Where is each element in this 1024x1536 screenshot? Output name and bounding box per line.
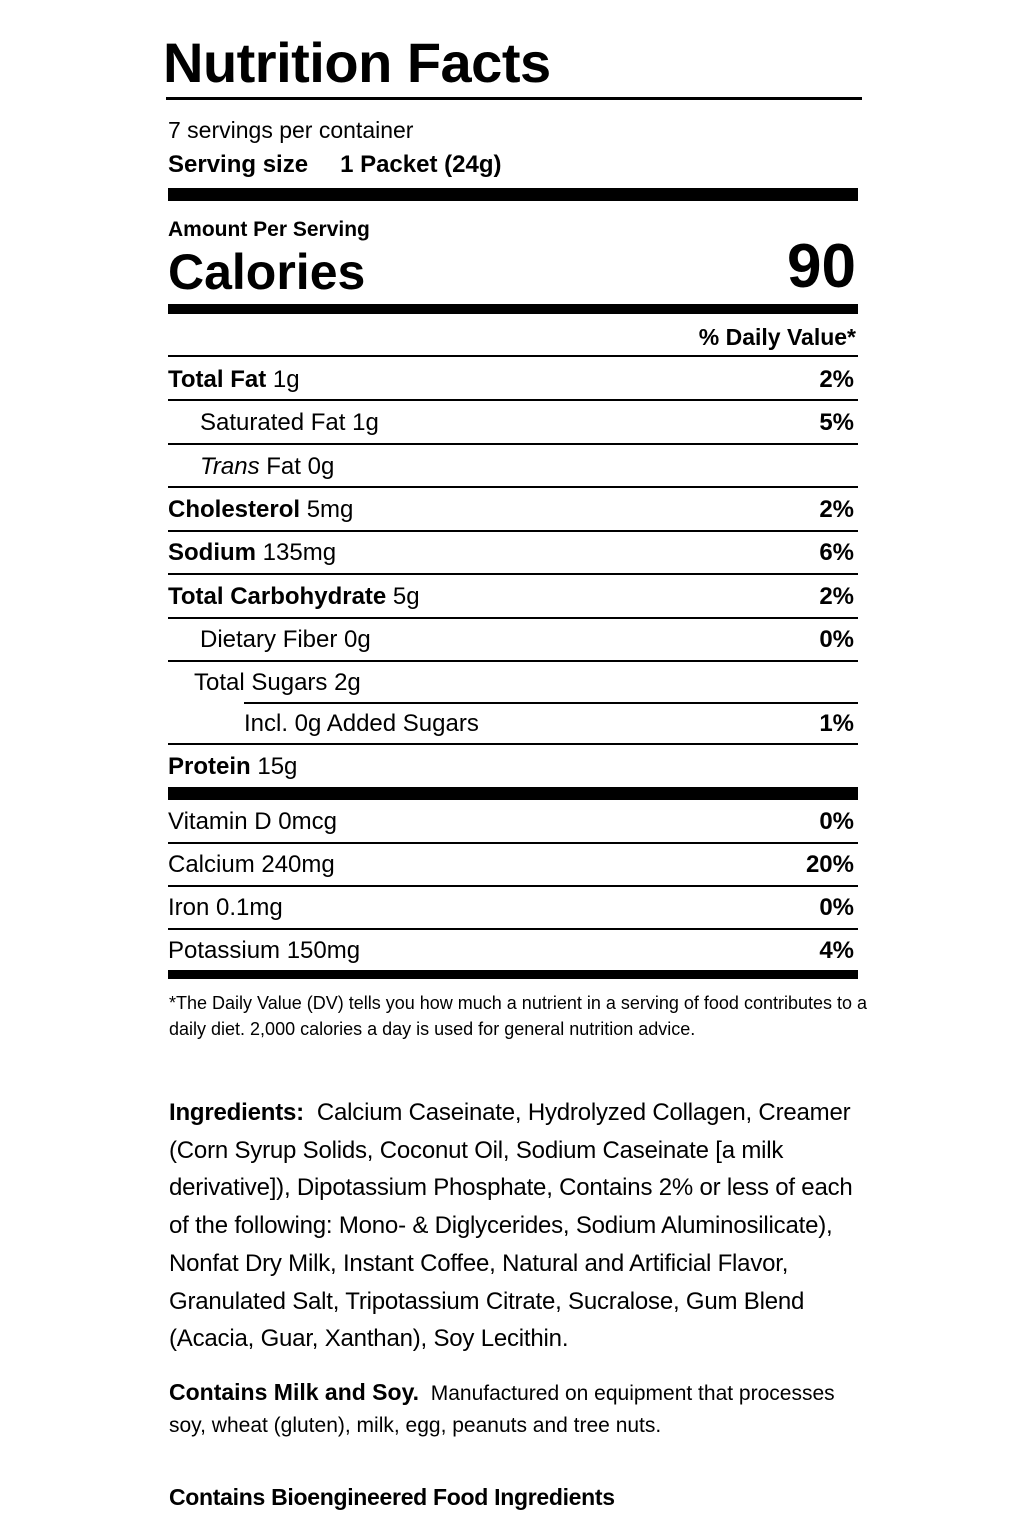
row-divider xyxy=(168,573,858,575)
vitamin-row-iron xyxy=(168,893,856,923)
vitamin-text: Iron 0.1mg xyxy=(168,894,283,921)
nutrient-dv: 2% xyxy=(819,366,854,393)
nutrient-amount: 1g xyxy=(352,409,379,436)
nutrient-row-total-fat xyxy=(168,365,856,395)
nutrient-name: Total Fat xyxy=(168,366,267,393)
nutrient-amount: 1g xyxy=(272,366,300,393)
nutrient-name: Total Carbohydrate xyxy=(168,583,387,610)
row-divider xyxy=(168,842,858,844)
nutrient-dv: 5% xyxy=(819,409,854,436)
allergen-label: Contains Milk and Soy. xyxy=(169,1379,420,1405)
rule-dv xyxy=(168,355,858,357)
row-divider xyxy=(168,660,858,662)
nutrient-row-total-carbohydrate xyxy=(168,582,856,612)
vitamin-text: Vitamin D 0mcg xyxy=(168,808,337,835)
nutrient-row-cholesterol xyxy=(168,495,856,525)
daily-value-footnote: *The Daily Value (DV) tells you how much a nutrient in a serving of food contributes to a daily diet. 2,000 calories a day is used for general nutrition advice. xyxy=(169,993,868,1039)
nutrient-name-suffix: Fat xyxy=(266,453,301,480)
nutrient-dv: 6% xyxy=(819,539,854,566)
nutrient-row-trans-fat xyxy=(200,452,856,482)
nutrient-name: Total Sugars xyxy=(194,669,328,696)
serving-size-label: Serving size xyxy=(168,151,309,178)
vitamin-row-vitamin-d xyxy=(168,807,856,837)
row-divider xyxy=(168,399,858,401)
row-divider xyxy=(244,702,858,704)
nutrient-name: Trans xyxy=(200,453,260,480)
allergen-text: Manufactured on equipment that processes soy, wheat (gluten), milk, egg, peanuts and tree nuts. xyxy=(169,1382,835,1437)
row-divider xyxy=(168,928,858,930)
nutrient-dv: 0% xyxy=(819,626,854,653)
nutrient-amount: 0g xyxy=(344,626,371,653)
vitamin-dv: 0% xyxy=(819,894,854,921)
nutrient-name: Cholesterol xyxy=(168,496,301,523)
thick-rule-calories xyxy=(168,304,858,314)
row-divider xyxy=(168,885,858,887)
row-divider xyxy=(168,743,858,745)
nutrient-row-added-sugars xyxy=(244,709,856,739)
calories-value: 90 xyxy=(787,232,856,301)
nutrient-name: Dietary Fiber xyxy=(200,626,338,653)
nutrient-name: Sodium xyxy=(168,539,256,566)
title-rule xyxy=(166,97,862,100)
serving-size-row xyxy=(168,150,501,180)
vitamin-text: Potassium 150mg xyxy=(168,937,361,964)
vitamin-row-calcium xyxy=(168,850,856,880)
serving-size-value: 1 Packet (24g) xyxy=(340,151,502,178)
nutrient-row-protein xyxy=(168,752,856,782)
amount-per-serving: Amount Per Serving xyxy=(168,218,370,241)
calories-label: Calories xyxy=(168,244,366,300)
row-divider xyxy=(168,530,858,532)
vitamin-dv: 0% xyxy=(819,808,854,835)
nutrient-row-saturated-fat xyxy=(200,408,856,438)
nutrient-dv: 2% xyxy=(819,583,854,610)
nutrient-dv: 1% xyxy=(819,710,854,737)
nutrient-name: Incl. 0g Added Sugars xyxy=(244,710,479,737)
label-title: Nutrition Facts xyxy=(163,31,551,94)
nutrient-amount: 5mg xyxy=(306,496,354,523)
vitamin-row-potassium xyxy=(168,936,856,966)
bioengineered-statement: Contains Bioengineered Food Ingredients xyxy=(169,1484,615,1510)
thick-rule-protein xyxy=(168,787,858,800)
nutrient-row-dietary-fiber xyxy=(200,625,856,655)
thick-rule-serving xyxy=(168,188,858,201)
nutrient-name: Protein xyxy=(168,753,251,780)
nutrient-amount: 0g xyxy=(307,453,335,480)
nutrient-row-total-sugars xyxy=(194,668,856,698)
nutrient-amount: 15g xyxy=(257,753,298,780)
thick-rule-vitamins xyxy=(168,970,858,979)
daily-value-header: % Daily Value* xyxy=(698,324,856,350)
ingredients-text: Calcium Caseinate, Hydrolyzed Collagen, Creamer (Corn Syrup Solids, Coconut Oil, Sodium Caseinate [a milk derivative]), Dipotassium Phosphate, Contains 2% or less of each of the following: Mono- & Diglycerides, Sodium Aluminosilicate), Nonfat Dry Milk, Instant Coffee, Natural and Artificial Flavor, Granulated Salt, Tripotassium Citrate, Sucralose, Gum Blend (Acacia, Guar, Xanthan), Soy Lecithin. xyxy=(169,1099,853,1353)
vitamin-dv: 20% xyxy=(805,851,854,878)
nutrient-name: Saturated Fat xyxy=(200,409,346,436)
servings-per-container: 7 servings per container xyxy=(168,117,414,143)
nutrient-row-sodium xyxy=(168,538,856,568)
row-divider xyxy=(168,443,858,445)
nutrient-amount: 2g xyxy=(334,669,361,696)
nutrient-amount: 135mg xyxy=(262,539,337,566)
row-divider xyxy=(168,486,858,488)
nutrient-dv: 2% xyxy=(819,496,854,523)
nutrient-amount: 5g xyxy=(392,583,420,610)
ingredients-label: Ingredients: xyxy=(169,1099,304,1126)
ingredients-block xyxy=(169,1094,859,1358)
vitamin-text: Calcium 240mg xyxy=(168,851,335,878)
row-divider xyxy=(168,617,858,619)
vitamin-dv: 4% xyxy=(819,937,854,964)
allergen-block xyxy=(169,1376,859,1442)
